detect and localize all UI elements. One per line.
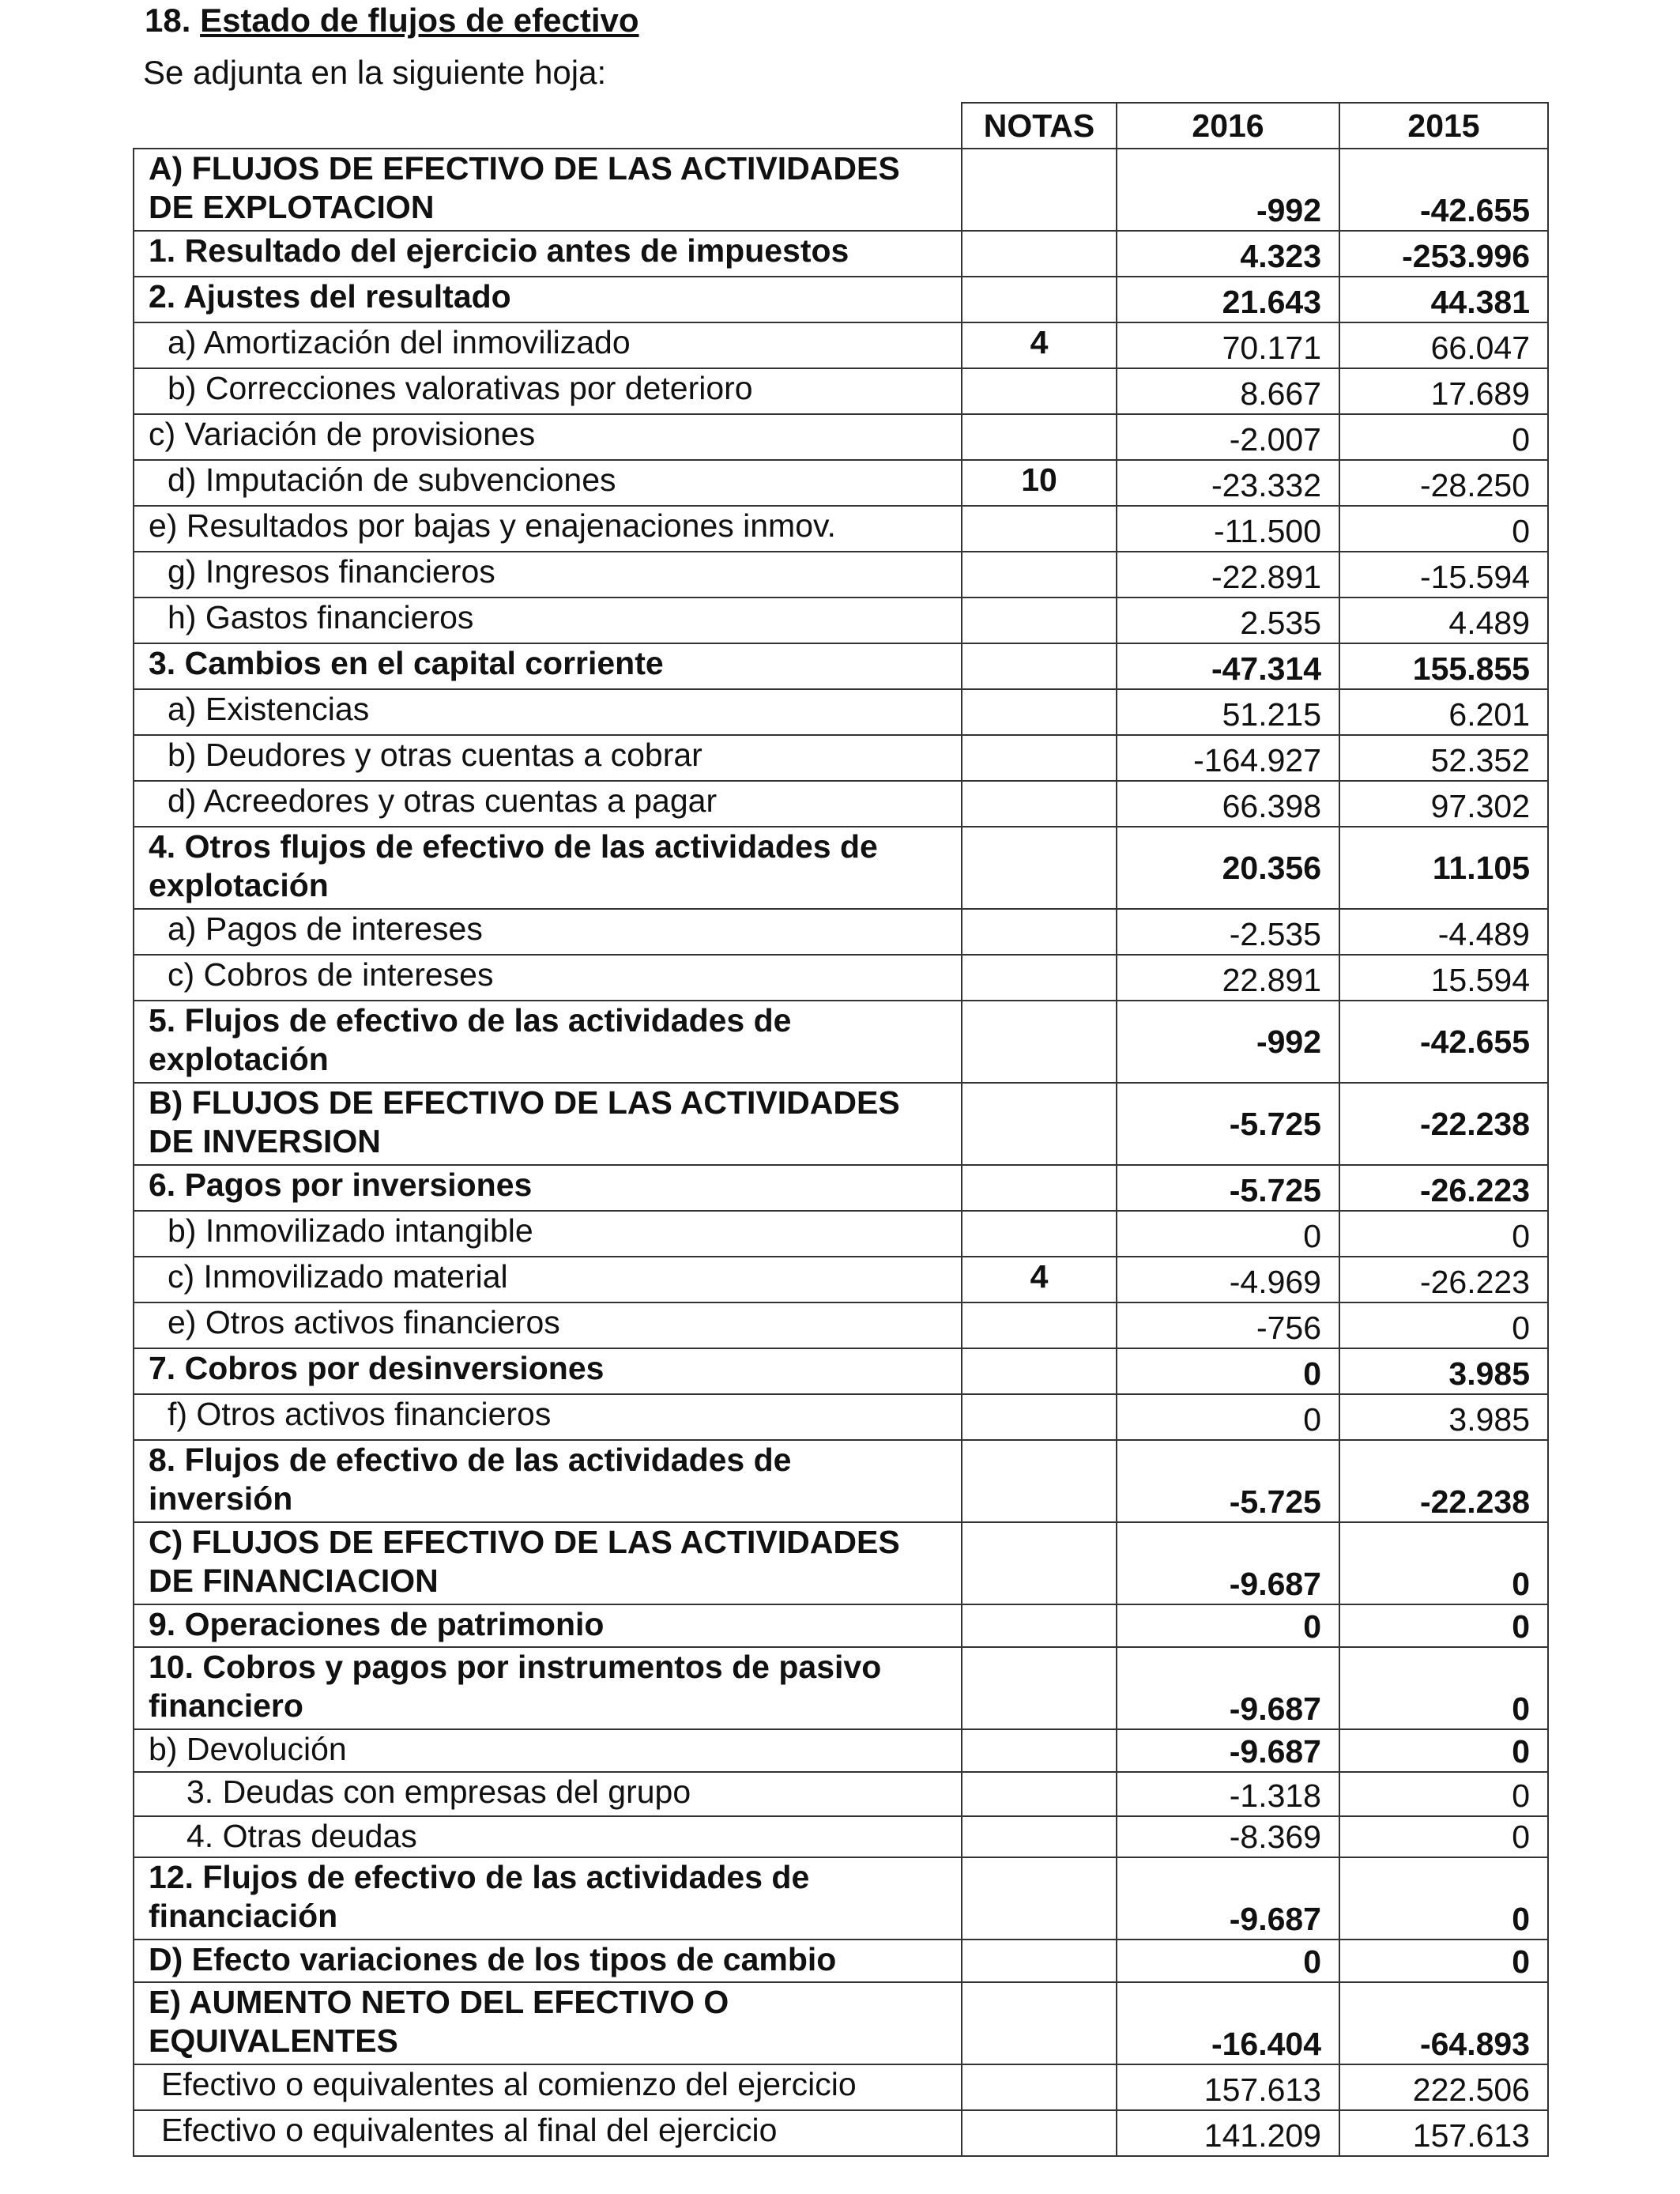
row-label: b) Inmovilizado intangible	[134, 1211, 962, 1257]
row-value-2016: 70.171	[1117, 322, 1339, 368]
table-row	[134, 1772, 1548, 1816]
row-label: B) FLUJOS DE EFECTIVO DE LAS ACTIVIDADES DE INVERSION	[134, 1083, 962, 1165]
table-row	[134, 277, 1548, 322]
table-row	[134, 1257, 1548, 1302]
table-row	[134, 689, 1548, 735]
row-label: 4. Otros flujos de efectivo de las actividades de explotación	[134, 827, 962, 909]
table-row	[134, 1394, 1548, 1440]
row-label: d) Imputación de subvenciones	[134, 460, 962, 506]
row-nota	[962, 1857, 1117, 1940]
row-value-2015: 0	[1339, 1211, 1548, 1257]
row-value-2016: -1.318	[1117, 1772, 1339, 1816]
row-value-2016: 8.667	[1117, 368, 1339, 414]
row-value-2015: 0	[1339, 1522, 1548, 1604]
row-value-2016: -47.314	[1117, 643, 1339, 689]
row-value-2015: 6.201	[1339, 689, 1548, 735]
row-value-2015: 0	[1339, 506, 1548, 552]
row-label: D) Efecto variaciones de los tipos de cambio	[134, 1940, 962, 1982]
table-row	[134, 1083, 1548, 1165]
row-value-2015: 0	[1339, 1302, 1548, 1348]
table-row	[134, 2110, 1548, 2156]
table-row	[134, 1857, 1548, 1940]
row-value-2016: 2.535	[1117, 598, 1339, 643]
table-row	[134, 1647, 1548, 1729]
row-value-2015: 0	[1339, 1604, 1548, 1647]
row-value-2015: 0	[1339, 1857, 1548, 1940]
table-row	[134, 1940, 1548, 1982]
row-value-2016: 157.613	[1117, 2064, 1339, 2110]
row-value-2015: -22.238	[1339, 1440, 1548, 1522]
table-row	[134, 322, 1548, 368]
row-value-2016: 22.891	[1117, 955, 1339, 1001]
header-blank-cell	[134, 103, 962, 149]
row-nota: 4	[962, 1257, 1117, 1302]
row-value-2016: -11.500	[1117, 506, 1339, 552]
row-value-2016: 0	[1117, 1940, 1339, 1982]
row-label: b) Deudores y otras cuentas a cobrar	[134, 735, 962, 781]
row-label: 10. Cobros y pagos por instrumentos de pasivo financiero	[134, 1647, 962, 1729]
row-nota	[962, 909, 1117, 955]
row-label: b) Correcciones valorativas por deterioro	[134, 368, 962, 414]
row-value-2016: -756	[1117, 1302, 1339, 1348]
row-nota	[962, 1522, 1117, 1604]
row-nota	[962, 1440, 1117, 1522]
row-label: C) FLUJOS DE EFECTIVO DE LAS ACTIVIDADES DE FINANCIACION	[134, 1522, 962, 1604]
table-row	[134, 1348, 1548, 1394]
section-title: Estado de flujos de efectivo	[200, 2, 639, 39]
row-value-2016: -9.687	[1117, 1647, 1339, 1729]
row-nota	[962, 1348, 1117, 1394]
row-value-2016: -5.725	[1117, 1440, 1339, 1522]
row-nota	[962, 689, 1117, 735]
row-nota	[962, 643, 1117, 689]
row-value-2015: -28.250	[1339, 460, 1548, 506]
row-nota	[962, 2064, 1117, 2110]
row-label: E) AUMENTO NETO DEL EFECTIVO O EQUIVALENTES	[134, 1982, 962, 2064]
row-nota	[962, 1083, 1117, 1165]
row-nota	[962, 1165, 1117, 1211]
row-value-2015: -4.489	[1339, 909, 1548, 955]
row-nota	[962, 955, 1117, 1001]
row-value-2015: 0	[1339, 1729, 1548, 1772]
table-row	[134, 460, 1548, 506]
row-nota	[962, 552, 1117, 598]
row-value-2016: 66.398	[1117, 781, 1339, 827]
row-value-2016: 0	[1117, 1394, 1339, 1440]
table-row	[134, 1729, 1548, 1772]
row-label: e) Otros activos financieros	[134, 1302, 962, 1348]
row-value-2015: 15.594	[1339, 955, 1548, 1001]
row-nota	[962, 1211, 1117, 1257]
row-label: Efectivo o equivalentes al comienzo del ejercicio	[134, 2064, 962, 2110]
row-nota	[962, 2110, 1117, 2156]
row-label: f) Otros activos financieros	[134, 1394, 962, 1440]
row-label: 9. Operaciones de patrimonio	[134, 1604, 962, 1647]
row-value-2015: 0	[1339, 1772, 1548, 1816]
row-value-2016: -992	[1117, 149, 1339, 231]
row-label: c) Variación de provisiones	[134, 414, 962, 460]
row-label: h) Gastos financieros	[134, 598, 962, 643]
row-nota	[962, 368, 1117, 414]
table-row	[134, 1604, 1548, 1647]
row-value-2015: 155.855	[1339, 643, 1548, 689]
row-value-2015: 222.506	[1339, 2064, 1548, 2110]
row-value-2015: 44.381	[1339, 277, 1548, 322]
table-row	[134, 1001, 1548, 1083]
row-value-2016: -22.891	[1117, 552, 1339, 598]
row-label: d) Acreedores y otras cuentas a pagar	[134, 781, 962, 827]
row-label: a) Pagos de intereses	[134, 909, 962, 955]
row-nota	[962, 1302, 1117, 1348]
table-row	[134, 506, 1548, 552]
row-value-2016: -164.927	[1117, 735, 1339, 781]
section-heading	[145, 2, 639, 40]
row-nota	[962, 506, 1117, 552]
row-value-2016: 20.356	[1117, 827, 1339, 909]
row-value-2015: 97.302	[1339, 781, 1548, 827]
row-label: a) Amortización del inmovilizado	[134, 322, 962, 368]
table-row	[134, 598, 1548, 643]
cash-flow-table	[133, 102, 1549, 2157]
row-value-2015: -22.238	[1339, 1083, 1548, 1165]
row-value-2016: -5.725	[1117, 1083, 1339, 1165]
row-nota	[962, 735, 1117, 781]
table-row	[134, 1211, 1548, 1257]
row-label: e) Resultados por bajas y enajenaciones inmov.	[134, 506, 962, 552]
row-nota	[962, 781, 1117, 827]
row-nota	[962, 1772, 1117, 1816]
row-value-2016: 0	[1117, 1211, 1339, 1257]
row-nota	[962, 1729, 1117, 1772]
header-2015: 2015	[1339, 103, 1548, 149]
row-label: 8. Flujos de efectivo de las actividades de inversión	[134, 1440, 962, 1522]
table-row	[134, 1440, 1548, 1522]
row-label: 7. Cobros por desinversiones	[134, 1348, 962, 1394]
row-nota	[962, 414, 1117, 460]
row-value-2015: 0	[1339, 1940, 1548, 1982]
row-value-2015: 0	[1339, 414, 1548, 460]
row-label: 6. Pagos por inversiones	[134, 1165, 962, 1211]
header-2016: 2016	[1117, 103, 1339, 149]
row-nota: 10	[962, 460, 1117, 506]
row-value-2016: -8.369	[1117, 1816, 1339, 1857]
row-value-2015: -26.223	[1339, 1257, 1548, 1302]
row-value-2015: -64.893	[1339, 1982, 1548, 2064]
row-label: g) Ingresos financieros	[134, 552, 962, 598]
row-nota	[962, 149, 1117, 231]
row-nota	[962, 1982, 1117, 2064]
row-label: c) Cobros de intereses	[134, 955, 962, 1001]
row-value-2015: -15.594	[1339, 552, 1548, 598]
row-value-2015: 11.105	[1339, 827, 1548, 909]
row-value-2016: -23.332	[1117, 460, 1339, 506]
table-row	[134, 368, 1548, 414]
row-value-2016: 4.323	[1117, 231, 1339, 277]
row-label: c) Inmovilizado material	[134, 1257, 962, 1302]
row-value-2015: 0	[1339, 1647, 1548, 1729]
row-nota	[962, 1394, 1117, 1440]
row-value-2015: -26.223	[1339, 1165, 1548, 1211]
row-value-2016: 51.215	[1117, 689, 1339, 735]
row-label: 3. Deudas con empresas del grupo	[134, 1772, 962, 1816]
table-row	[134, 1522, 1548, 1604]
row-value-2016: 0	[1117, 1348, 1339, 1394]
table-row	[134, 909, 1548, 955]
row-value-2016: -2.535	[1117, 909, 1339, 955]
table-row	[134, 1165, 1548, 1211]
header-notas: NOTAS	[962, 103, 1117, 149]
row-value-2015: 157.613	[1339, 2110, 1548, 2156]
table-row	[134, 149, 1548, 231]
row-value-2016: -2.007	[1117, 414, 1339, 460]
row-label: b) Devolución	[134, 1729, 962, 1772]
row-nota: 4	[962, 322, 1117, 368]
row-value-2015: 3.985	[1339, 1394, 1548, 1440]
table-row	[134, 414, 1548, 460]
row-label: 5. Flujos de efectivo de las actividades de explotación	[134, 1001, 962, 1083]
row-nota	[962, 1001, 1117, 1083]
row-value-2016: -992	[1117, 1001, 1339, 1083]
table-row	[134, 1982, 1548, 2064]
row-label: A) FLUJOS DE EFECTIVO DE LAS ACTIVIDADES DE EXPLOTACION	[134, 149, 962, 231]
row-nota	[962, 1604, 1117, 1647]
row-nota	[962, 1816, 1117, 1857]
table-row	[134, 735, 1548, 781]
table-row	[134, 2064, 1548, 2110]
table-header-row	[134, 103, 1548, 149]
row-label: 4. Otras deudas	[134, 1816, 962, 1857]
cash-flow-table-body	[134, 103, 1548, 2156]
row-value-2016: 21.643	[1117, 277, 1339, 322]
row-nota	[962, 1647, 1117, 1729]
row-label: a) Existencias	[134, 689, 962, 735]
row-label: Efectivo o equivalentes al final del ejercicio	[134, 2110, 962, 2156]
row-label: 12. Flujos de efectivo de las actividades de financiación	[134, 1857, 962, 1940]
row-label: 1. Resultado del ejercicio antes de impuestos	[134, 231, 962, 277]
row-nota	[962, 598, 1117, 643]
row-value-2016: -4.969	[1117, 1257, 1339, 1302]
row-value-2015: -42.655	[1339, 149, 1548, 231]
row-value-2016: 141.209	[1117, 2110, 1339, 2156]
row-value-2016: -9.687	[1117, 1729, 1339, 1772]
table-row	[134, 231, 1548, 277]
row-value-2015: 4.489	[1339, 598, 1548, 643]
table-row	[134, 955, 1548, 1001]
row-nota	[962, 1940, 1117, 1982]
table-row	[134, 552, 1548, 598]
row-value-2016: -9.687	[1117, 1522, 1339, 1604]
row-nota	[962, 277, 1117, 322]
row-value-2015: 52.352	[1339, 735, 1548, 781]
row-value-2016: -16.404	[1117, 1982, 1339, 2064]
table-row	[134, 781, 1548, 827]
row-value-2016: 0	[1117, 1604, 1339, 1647]
row-value-2016: -5.725	[1117, 1165, 1339, 1211]
row-label: 3. Cambios en el capital corriente	[134, 643, 962, 689]
intro-text: Se adjunta en la siguiente hoja:	[143, 54, 607, 91]
row-nota	[962, 827, 1117, 909]
table-row	[134, 827, 1548, 909]
row-value-2015: 3.985	[1339, 1348, 1548, 1394]
row-value-2015: 0	[1339, 1816, 1548, 1857]
row-value-2015: -42.655	[1339, 1001, 1548, 1083]
row-label: 2. Ajustes del resultado	[134, 277, 962, 322]
row-value-2015: 66.047	[1339, 322, 1548, 368]
table-row	[134, 1816, 1548, 1857]
table-row	[134, 1302, 1548, 1348]
row-nota	[962, 231, 1117, 277]
row-value-2016: -9.687	[1117, 1857, 1339, 1940]
row-value-2015: 17.689	[1339, 368, 1548, 414]
row-value-2015: -253.996	[1339, 231, 1548, 277]
section-number: 18.	[145, 2, 191, 39]
table-row	[134, 643, 1548, 689]
